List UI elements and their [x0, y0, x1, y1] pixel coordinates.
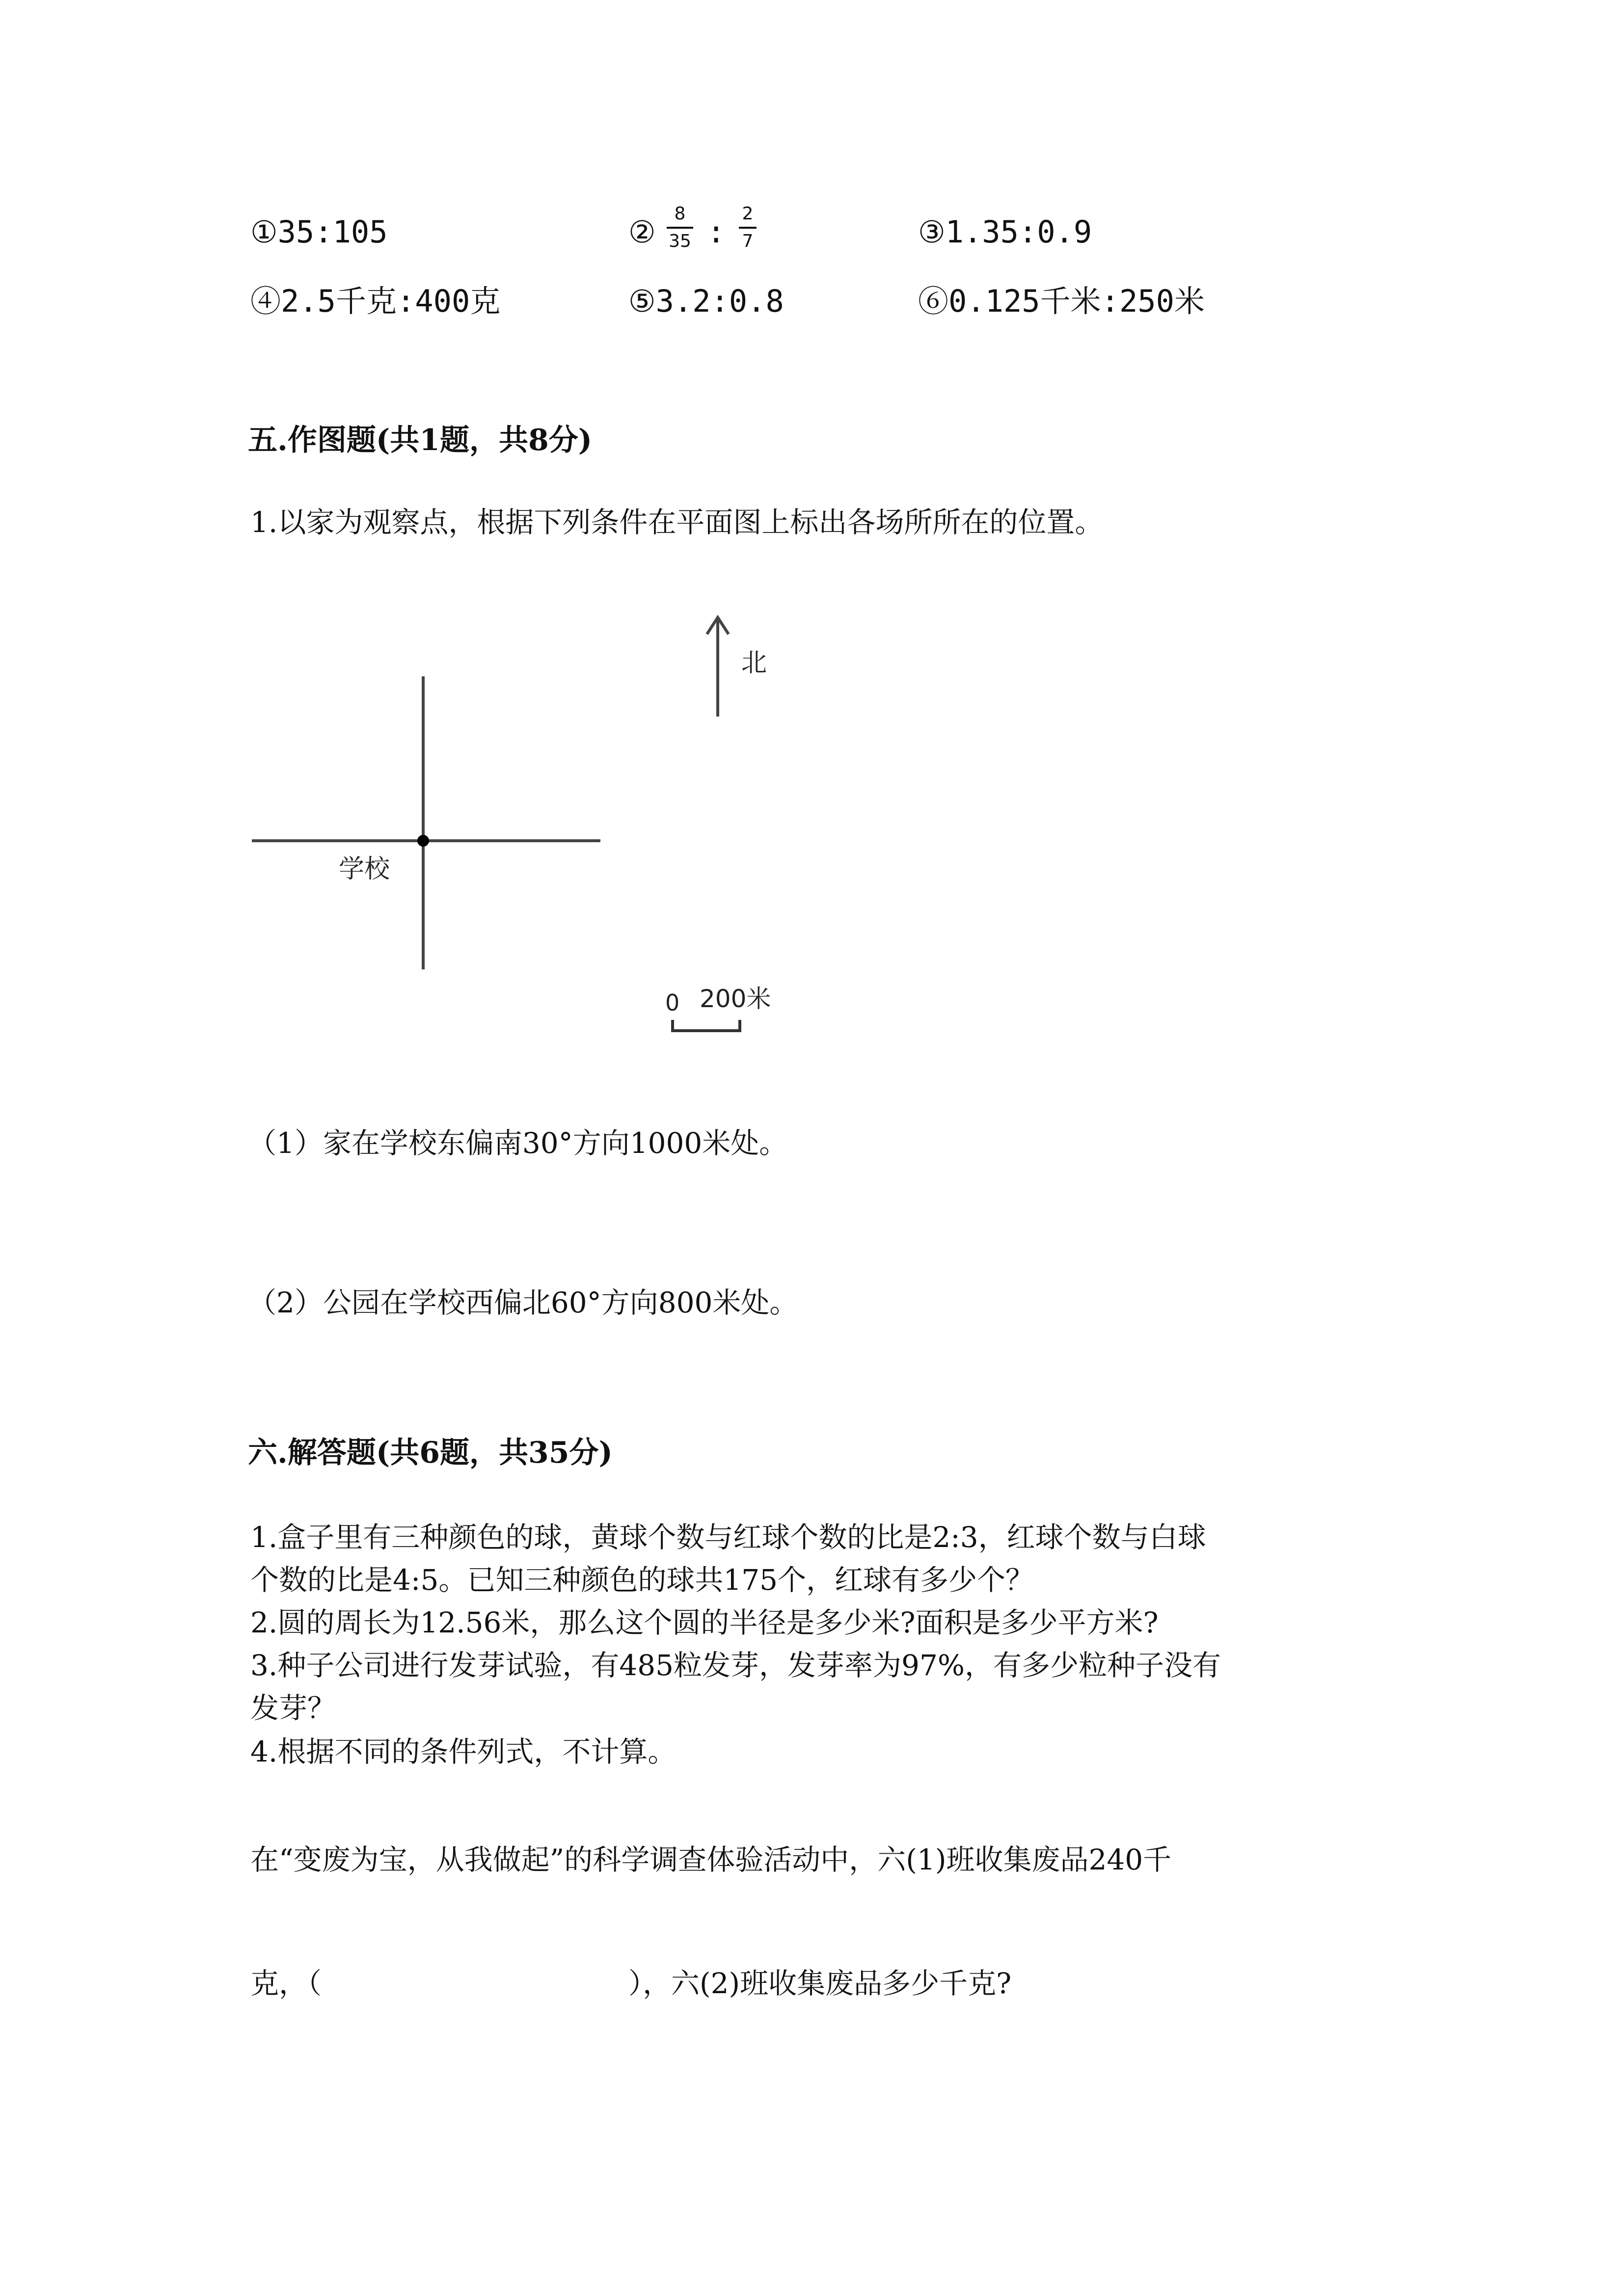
school-point — [417, 835, 429, 847]
section-6-title: 六.解答题(共6题，共35分) — [248, 1436, 613, 1470]
ratio-item-1: ①35:105 — [250, 214, 388, 250]
ratio-item-3: ③1.35:0.9 — [918, 214, 1092, 250]
section-6-question-4: 4.根据不同的条件列式，不计算。 — [250, 1735, 677, 1768]
section-6-question-3-line-1: 3.种子公司进行发芽试验，有485粒发芽，发芽率为97%，有多少粒种子没有 — [250, 1649, 1221, 1682]
section-6-question-1-line-1: 1.盒子里有三种颜色的球，黄球个数与红球个数的比是2:3，红球个数与白球 — [250, 1521, 1206, 1554]
section-5-title: 五.作图题(共1题，共8分) — [248, 423, 593, 457]
sub-question-1: （1）家在学校东偏南30°方向1000米处。 — [248, 1126, 788, 1160]
sub-question-2: （2）公园在学校西偏北60°方向800米处。 — [248, 1286, 798, 1319]
scale-bar — [673, 1020, 740, 1031]
section-6-question-4-text-line-1: 在“变废为宝，从我做起”的科学调查体验活动中，六(1)班收集废品240千 — [250, 1843, 1172, 1876]
fraction-2-denominator: 7 — [742, 231, 754, 251]
fraction-1-denominator: 35 — [669, 231, 691, 251]
section-6-question-2: 2.圆的周长为12.56米，那么这个圆的半径是多少米?面积是多少平方米? — [250, 1606, 1159, 1639]
section-6-question-1-line-2: 个数的比是4:5。已知三种颜色的球共175个，红球有多少个？ — [250, 1563, 1034, 1597]
ratio-item-2-prefix: ② — [628, 214, 656, 250]
section-6-question-3-line-2: 发芽？ — [250, 1691, 336, 1725]
school-label: 学校 — [339, 854, 390, 884]
ratio-item-6: ⑥0.125千米:250米 — [918, 283, 1205, 319]
fraction-1-numerator: 8 — [674, 204, 686, 224]
section-5-question-1: 1.以家为观察点，根据下列条件在平面图上标出各场所所在的位置。 — [250, 506, 1104, 539]
ratio-item-4: ④2.5千克:400克 — [250, 283, 501, 319]
scale-zero-label: 0 — [665, 989, 680, 1016]
ratio-colon: : — [707, 214, 726, 250]
section-6-question-4-text-line-2-end: ），六(2)班收集废品多少千克? — [628, 1967, 1012, 2000]
section-6-question-4-text-line-2-start: 克，（ — [250, 1967, 322, 2000]
north-label: 北 — [741, 648, 767, 678]
answer-blank[interactable] — [344, 1969, 628, 1999]
scale-distance-label: 200米 — [700, 985, 771, 1013]
fraction-2-numerator: 2 — [742, 204, 754, 224]
ratio-item-5: ⑤3.2:0.8 — [628, 283, 784, 319]
